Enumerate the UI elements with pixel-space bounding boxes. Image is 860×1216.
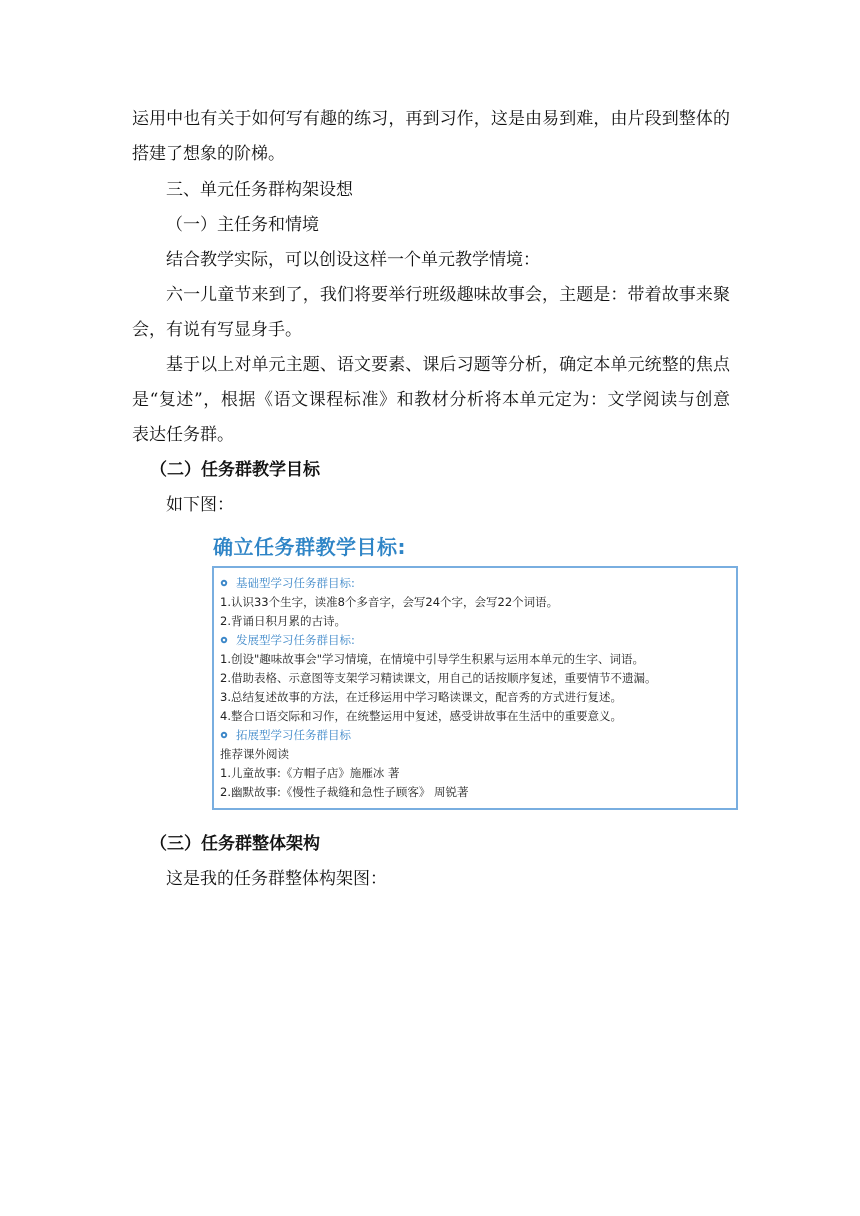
figure-goals-box <box>212 566 738 810</box>
goal-item: 4.整合口语交际和习作，在统整运用中复述，感受讲故事在生活中的重要意义。 <box>220 709 622 723</box>
goal-item: 1.创设"趣味故事会"学习情境，在情境中引导学生积累与运用本单元的生字、词语。 <box>220 652 645 666</box>
gear-icon <box>220 636 228 644</box>
paragraph-line: 运用中也有关于如何写有趣的练习，再到习作，这是由易到难，由片段到整体的 <box>132 109 730 129</box>
extension-goals-heading: 拓展型学习任务群目标 <box>220 728 351 742</box>
goal-item: 推荐课外阅读 <box>220 747 289 761</box>
gear-icon <box>220 731 228 739</box>
basic-goals-heading: 基础型学习任务群目标: <box>220 576 355 590</box>
goal-item: 1.认识33个生字，读准8个多音字，会写24个字，会写22个词语。 <box>220 595 559 609</box>
paragraph-line: 会，有说有写显身手。 <box>132 320 302 340</box>
subsection-heading: （三）任务群整体架构 <box>150 834 320 854</box>
goal-item: 1.儿童故事:《方帽子店》施雁冰 著 <box>220 766 400 780</box>
figure-title: 确立任务群教学目标: <box>213 535 406 559</box>
paragraph-line: 如下图： <box>166 495 234 515</box>
paragraph-line: 搭建了想象的阶梯。 <box>132 144 285 164</box>
section-heading: 三、单元任务群构架设想 <box>166 180 353 200</box>
subsection-heading: （一）主任务和情境 <box>166 215 319 235</box>
paragraph-line: 表达任务群。 <box>132 425 234 445</box>
paragraph-line: 基于以上对单元主题、语文要素、课后习题等分析，确定本单元统整的焦点 <box>166 355 730 375</box>
subsection-heading: （二）任务群教学目标 <box>150 460 320 480</box>
goal-item: 2.幽默故事:《慢性子裁缝和急性子顾客》 周锐著 <box>220 785 469 799</box>
goal-item: 2.背诵日积月累的古诗。 <box>220 614 346 628</box>
paragraph-line: 六一儿童节来到了，我们将要举行班级趣味故事会，主题是：带着故事来聚 <box>166 285 730 305</box>
development-goals-heading: 发展型学习任务群目标: <box>220 633 355 647</box>
goal-item: 2.借助表格、示意图等支架学习精读课文，用自己的话按顺序复述，重要情节不遗漏。 <box>220 671 657 685</box>
gear-icon <box>220 579 228 587</box>
goal-item: 3.总结复述故事的方法，在迁移运用中学习略读课文，配音秀的方式进行复述。 <box>220 690 622 704</box>
paragraph-line: 结合教学实际，可以创设这样一个单元教学情境： <box>166 250 540 270</box>
paragraph-line: 是“复述”，根据《语文课程标准》和教材分析将本单元定为：文学阅读与创意 <box>132 390 730 410</box>
paragraph-line: 这是我的任务群整体构架图： <box>166 869 387 889</box>
